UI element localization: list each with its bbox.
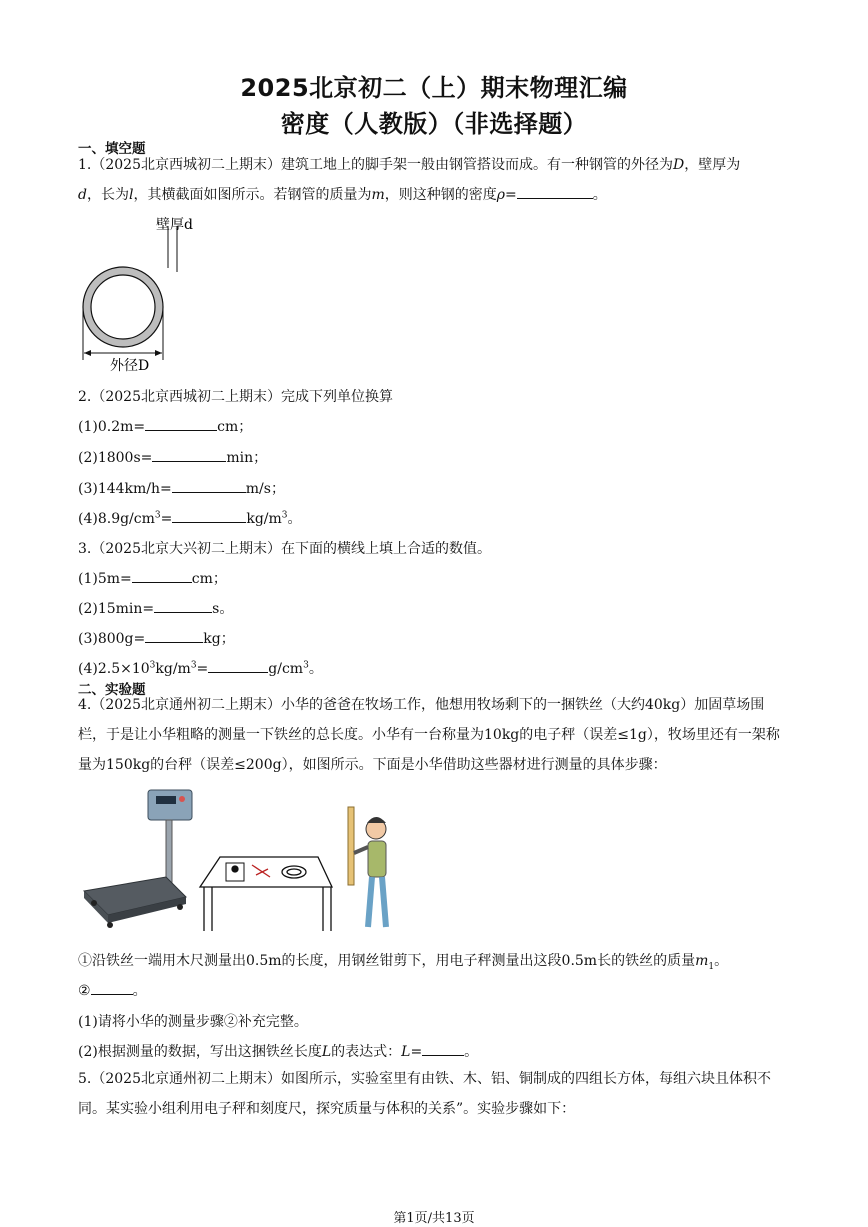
answer-blank[interactable] bbox=[154, 598, 212, 613]
q1-var-d: d bbox=[78, 187, 87, 203]
q3-item: (2)15min= s。 bbox=[78, 598, 233, 618]
question-1 bbox=[78, 150, 790, 210]
question-5: 5.（2025北京通州初二上期末）如图所示，实验室里有由铁、木、铝、铜制成的四组长方体，每组六块且体积不同。某实验小组利用电子秤和刻度尺，探究质量与体积的关系”。实验步骤如下： bbox=[78, 1071, 771, 1117]
measurement-equipment-figure bbox=[80, 785, 410, 935]
q3-item: $(4)2.5\times 10^3kg/m^3= g/cm^3$。 bbox=[78, 658, 323, 678]
q1-text: = bbox=[504, 187, 517, 203]
q4-step-2: ② 。 bbox=[78, 980, 147, 1000]
q1-text: ，则这种钢的密度 bbox=[384, 187, 497, 203]
table-icon bbox=[200, 857, 332, 931]
q1-var-rho: ρ bbox=[496, 187, 505, 203]
answer-blank[interactable] bbox=[422, 1041, 464, 1056]
section-heading-experiment: 二、实验题 bbox=[78, 682, 146, 698]
q4-step-1: ①沿铁丝一端用木尺测量出0.5m的长度，用钢丝钳剪下，用电子秤测量出这段0.5m长的铁丝的质量$m_1$。 bbox=[78, 953, 729, 972]
q1-text: ，其横截面如图所示。若钢管的质量为 bbox=[133, 187, 372, 203]
question-3-intro: 3.（2025北京大兴初二上期末）在下面的横线上填上合适的数值。 bbox=[78, 541, 491, 557]
q2-item: $(4)8.9g/cm^3= kg/m^3$。 bbox=[78, 508, 302, 528]
answer-blank[interactable] bbox=[517, 184, 593, 199]
question-4: 4.（2025北京通州初二上期末）小华的爸爸在牧场工作，他想用牧场剩下的一捆铁丝（大约40kg）加固草场围栏，于是让小华粗略的测量一下铁丝的总长度。小华有一台称量为10kg的电子秤（误差≤1g），牧场里还有一架称量为150kg的台秤（误差≤200g），如图所示。下面是小华借助这些器材进行测量的具体步骤： bbox=[78, 697, 780, 773]
answer-blank[interactable] bbox=[132, 568, 192, 583]
section-heading-fill-blank: 一、填空题 bbox=[78, 141, 146, 157]
q4-sub-question-2: (2)根据测量的数据，写出这捆铁丝长度L的表达式：L= 。 bbox=[78, 1041, 478, 1061]
q2-item: (1)0.2m= cm； bbox=[78, 416, 252, 436]
q4-sub-question-1: (1)请将小华的测量步骤②补充完整。 bbox=[78, 1014, 308, 1030]
answer-blank[interactable] bbox=[152, 447, 226, 462]
answer-blank[interactable] bbox=[91, 980, 133, 995]
q1-var-m: m bbox=[371, 187, 385, 203]
q2-item: (2)1800s= min； bbox=[78, 447, 267, 467]
q1-text: 1.（2025北京西城初二上期末）建筑工地上的脚手架一般由钢管搭设而成。有一种钢管的外径为 bbox=[78, 157, 673, 173]
q1-text: ，长为 bbox=[86, 187, 129, 203]
answer-blank[interactable] bbox=[172, 508, 246, 523]
q1-var-l: l bbox=[128, 187, 134, 203]
answer-blank[interactable] bbox=[145, 416, 217, 431]
q1-text: 。 bbox=[592, 187, 607, 203]
q3-item: (3)800g= kg； bbox=[78, 628, 235, 648]
q1-var-D: D bbox=[672, 157, 685, 173]
q2-item: (3)144km/h= m/s； bbox=[78, 478, 285, 498]
platform-scale-icon bbox=[84, 790, 192, 928]
answer-blank[interactable] bbox=[172, 478, 246, 493]
label-outer-diameter: 外径D bbox=[110, 358, 150, 374]
pipe-cross-section-figure bbox=[74, 212, 204, 374]
question-2-intro: 2.（2025北京西城初二上期末）完成下列单位换算 bbox=[78, 389, 393, 405]
document-title: 2025北京初二（上）期末物理汇编 bbox=[240, 74, 628, 102]
q3-item: (1)5m= cm； bbox=[78, 568, 227, 588]
page-number: 第1页/共13页 bbox=[393, 1211, 475, 1226]
label-wall-thickness: 壁厚d bbox=[156, 217, 193, 233]
person-with-ruler-icon bbox=[348, 807, 386, 927]
q1-text: ，壁厚为 bbox=[684, 157, 741, 173]
answer-blank[interactable] bbox=[208, 658, 268, 673]
document-subtitle: 密度（人教版）（非选择题） bbox=[280, 110, 588, 138]
answer-blank[interactable] bbox=[145, 628, 203, 643]
